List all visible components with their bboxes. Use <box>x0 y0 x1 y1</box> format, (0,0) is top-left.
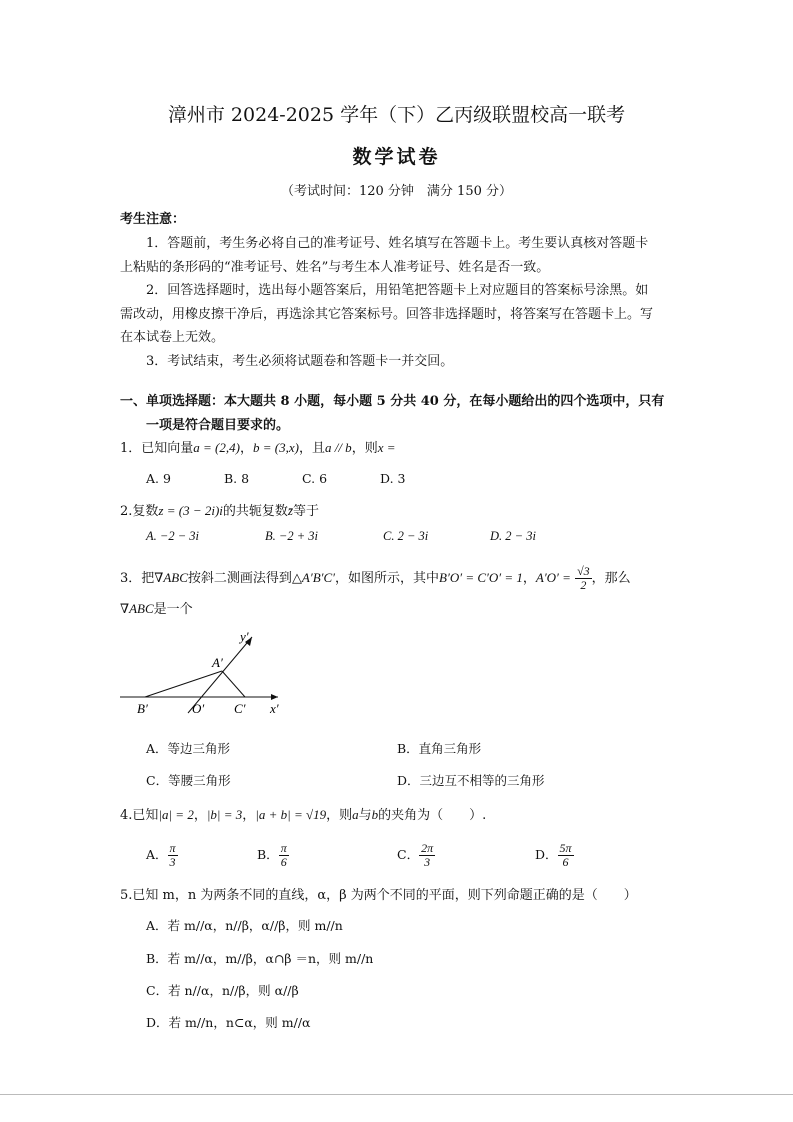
label-x-prime: x′ <box>270 701 279 716</box>
label-b-prime: B′ <box>137 701 148 716</box>
section-1-heading-line-1: 一、单项选择题：本大题共 8 小题，每小题 5 分共 40 分，在每小题给出的四个选项中，只有 <box>120 394 665 409</box>
exam-info: （考试时间：120 分钟 满分 150 分） <box>280 184 513 199</box>
notice-item-2-line-1: 2．回答选择题时，选出每小题答案后，用铅笔把答题卡上对应题目的答案标号涂黑。如 <box>146 283 649 298</box>
label-y-prime: y′ <box>240 629 249 644</box>
question-4-option-d: D． $\frac{5\pi}{6}$ <box>535 841 572 869</box>
segment-a-c <box>222 671 245 697</box>
page-bottom-divider <box>0 1094 793 1095</box>
question-2-option-b: B. −2 + 3i <box>265 529 318 543</box>
question-1-stem: 1．已知向量a = (2,4)，b = (3,x)，且a // b，则x = <box>120 440 396 456</box>
exam-subject: 数学试卷 <box>352 146 441 168</box>
question-3-option-b: B．直角三角形 <box>397 741 482 756</box>
question-4-option-b: B． $\frac{\pi}{6}$ <box>257 841 287 869</box>
question-4-option-a: A． $\frac{\pi}{3}$ <box>146 841 176 869</box>
notice-item-1-line-2: 上粘贴的条形码的“准考证号、姓名”与考生本人准考证号、姓名是否一致。 <box>120 260 550 275</box>
question-5-option-d: D．若 m//n，n⊂α，则 m//α <box>146 1015 311 1030</box>
notice-heading: 考生注意： <box>120 212 186 227</box>
question-5-stem: 5.已知 m，n 为两条不同的直线，α，β 为两个不同的平面，则下列命题正确的是（ ） <box>120 888 637 903</box>
question-3-option-a: A．等边三角形 <box>146 741 231 756</box>
notice-item-1-line-1: 1．答题前，考生务必将自己的准考证号、姓名填写在答题卡上。考生要认真核对答题卡 <box>146 236 649 251</box>
label-a-prime: A′ <box>212 655 223 670</box>
question-1-option-c: C. 6 <box>302 471 328 486</box>
notice-item-2-line-3: 在本试卷上无效。 <box>120 330 225 345</box>
question-2-stem: 2.复数z = (3 − 2i)i的共轭复数z̄等于 <box>120 503 319 519</box>
question-2-option-c: C. 2 − 3i <box>383 529 429 543</box>
question-5-option-b: B．若 m//α，m//β，α∩β ＝n，则 m//n <box>146 951 374 966</box>
question-4-stem: 4.已知|a| = 2，|b| = 3，|a + b| = √19，则a与b的夹角为（ ）. <box>120 807 487 823</box>
question-3-option-c: C．等腰三角形 <box>146 773 231 788</box>
question-2-option-a: A. −2 − 3i <box>146 529 199 543</box>
notice-item-2-line-2: 需改动，用橡皮擦干净后，再选涂其它答案标号。回答非选择题时，将答案写在答题卡上。写 <box>120 307 654 322</box>
label-o-prime: O′ <box>192 701 205 716</box>
question-2-option-d: D. 2 − 3i <box>490 529 536 543</box>
x-axis-arrow <box>271 694 278 700</box>
question-1-option-d: D. 3 <box>380 471 406 486</box>
question-3-stem-line-1: 3．把∇ABC按斜二测画法得到△A′B′C′，如图所示，其中B′O′ = C′O′ = 1，A′O′ = $\frac{√3}{2}$ ，那么 <box>120 564 631 592</box>
notice-item-3: 3．考试结束，考生必须将试题卷和答题卡一并交回。 <box>146 354 454 369</box>
question-1-option-b: B. 8 <box>224 471 250 486</box>
exam-title: 漳州市 2024-2025 学年（下）乙丙级联盟校高一联考 <box>167 104 626 126</box>
question-5-option-a: A．若 m//α，n//β，α//β，则 m//n <box>146 918 343 933</box>
label-c-prime: C′ <box>234 701 246 716</box>
question-3-option-d: D．三边互不相等的三角形 <box>397 773 545 788</box>
question-5-option-c: C．若 n//α，n//β，则 α//β <box>146 983 299 998</box>
section-1-heading-line-2: 一项是符合题目要求的。 <box>146 418 290 433</box>
oblique-projection-figure <box>110 625 300 720</box>
question-4-option-c: C． $\frac{2\pi}{3}$ <box>397 841 434 869</box>
question-1-option-a: A. 9 <box>146 471 171 486</box>
sqrt3-over-2-fraction: $\frac{√3}{2}$ <box>577 564 590 592</box>
segment-b-a <box>145 671 222 697</box>
question-3-stem-line-2: ∇ABC是一个 <box>120 601 193 617</box>
